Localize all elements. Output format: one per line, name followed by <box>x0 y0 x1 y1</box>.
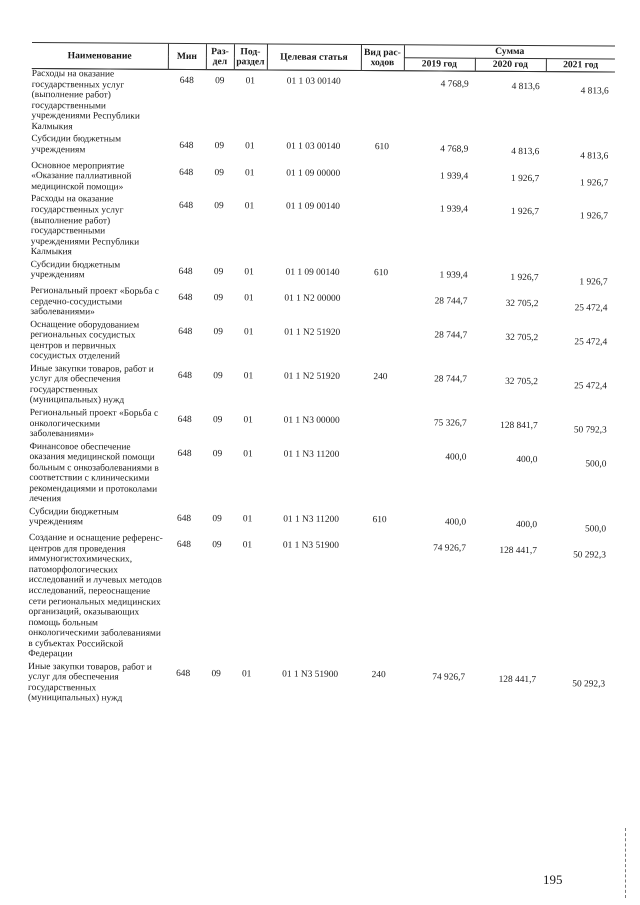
row-razdel: 09 <box>213 326 223 337</box>
row-min: 648 <box>177 414 192 425</box>
row-2021: 50 292,3 <box>572 679 606 690</box>
row-podrazdel: 01 <box>245 141 255 152</box>
row-2019: 1 939,4 <box>440 171 469 182</box>
row-2019: 28 744,7 <box>434 296 468 307</box>
row-2021: 25 472,4 <box>574 337 608 348</box>
row-razdel: 09 <box>211 668 221 679</box>
row-2020: 128 441,7 <box>499 546 537 557</box>
row-2021: 1 926,7 <box>580 178 609 189</box>
row-2019: 75 326,7 <box>433 418 467 429</box>
row-name: Основное мероприятие «Оказание паллиативной медицинской помощи» <box>31 160 132 193</box>
row-target: 01 1 N3 51900 <box>282 540 339 552</box>
row-2019: 74 926,7 <box>432 672 466 683</box>
table-body <box>28 69 615 710</box>
row-podrazdel: 01 <box>245 76 255 87</box>
row-razdel: 09 <box>214 141 225 152</box>
row-podrazdel: 01 <box>244 293 254 304</box>
table-row <box>28 533 612 665</box>
header-razdel: Раз- дел <box>206 44 234 70</box>
row-2021: 25 472,4 <box>574 303 608 314</box>
row-podrazdel: 01 <box>243 415 253 426</box>
row-target: 01 1 N2 51920 <box>283 371 340 382</box>
budget-table <box>28 42 615 709</box>
row-target: 01 1 N3 11200 <box>283 514 339 525</box>
row-min: 648 <box>178 201 194 212</box>
row-2021: 1 926,7 <box>579 276 608 288</box>
header-target: Целевая статья <box>267 44 361 71</box>
row-min: 648 <box>178 293 193 304</box>
header-podrazdel: Под- раздел <box>234 44 267 70</box>
row-podrazdel: 01 <box>244 327 254 338</box>
row-razdel: 09 <box>212 448 223 459</box>
row-2019: 400,0 <box>444 517 467 528</box>
header-2021: 2021 год <box>546 59 615 72</box>
row-2019: 28 744,7 <box>434 330 468 341</box>
scan-edge-mark <box>625 828 627 898</box>
table-row <box>31 134 614 164</box>
table-row <box>30 408 613 445</box>
row-vid: 240 <box>371 669 386 680</box>
row-2020: 4 813,6 <box>511 147 540 158</box>
table-row <box>31 69 614 138</box>
row-name: Расходы на оказание государственных услуг (выполнение работ) государственными учреждениями Республики Калмыкия <box>31 69 140 133</box>
row-2020: 400,0 <box>516 454 538 465</box>
row-vid <box>360 196 403 261</box>
row-vid: 610 <box>374 267 389 278</box>
header-name: Наименование <box>32 42 168 69</box>
row-vid <box>360 71 403 137</box>
row-2019: 1 939,4 <box>439 270 468 281</box>
row-2020: 128 841,7 <box>500 420 538 432</box>
header-summa: Сумма <box>404 45 615 59</box>
row-target: 01 1 N2 51920 <box>284 327 341 338</box>
row-target: 01 1 09 00140 <box>285 267 340 278</box>
table-row <box>30 286 613 323</box>
row-target: 01 1 09 00000 <box>286 168 341 179</box>
row-2020: 1 926,7 <box>511 173 540 184</box>
row-2021: 500,0 <box>585 458 607 470</box>
row-target: 01 1 N3 11200 <box>283 449 340 460</box>
table-row <box>31 260 614 290</box>
row-min: 648 <box>178 266 193 277</box>
row-vid <box>358 444 401 509</box>
row-podrazdel: 01 <box>242 540 253 551</box>
row-name: Создание и оснащение референс-центров для проведения иммуногистохимических, патоморфологических исследований и лучевых методов исследований, переоснащение сети региональных медицинских организаций, оказывающих помощь больным онкологическими заболеваниями в субъектах Российской Федерации <box>28 533 163 660</box>
row-vid: 610 <box>374 142 389 153</box>
row-2019: 4 768,9 <box>440 144 469 155</box>
row-target: 01 1 N3 51900 <box>282 669 339 680</box>
row-vid <box>359 322 402 366</box>
row-target: 01 1 N2 00000 <box>284 293 341 305</box>
row-name: Финансовое обеспечение оказания медицинской помощи больным с онкозаболеваниями в соответствии с клиническими рекомендациями и протоколами лечения <box>29 441 159 505</box>
row-razdel: 09 <box>212 513 222 524</box>
row-podrazdel: 01 <box>241 668 252 680</box>
row-2020: 1 926,7 <box>510 272 539 283</box>
table-row <box>30 364 613 412</box>
row-name: Оснащение оборудованием региональных сосудистых центров и первичных сосудистых отделений <box>30 319 140 362</box>
row-target: 01 1 N3 00000 <box>283 415 340 426</box>
row-name: Региональный проект «Борьба с сердечно-сосудистыми заболеваниями» <box>30 286 159 318</box>
table-row <box>30 320 613 368</box>
header-vid: Вид рас- ходов <box>361 45 404 71</box>
row-vid <box>359 410 402 444</box>
row-vid <box>357 535 401 664</box>
header-2019: 2019 год <box>404 58 475 71</box>
row-min: 648 <box>179 76 194 87</box>
row-2019: 400,0 <box>445 452 467 463</box>
header-2020: 2020 год <box>475 58 546 71</box>
row-name: Иные закупки товаров, работ и услуг для обеспечения государственных (муниципальных) нужд <box>29 363 154 407</box>
row-podrazdel: 01 <box>243 371 254 382</box>
table-row <box>31 161 614 198</box>
row-2021: 25 472,4 <box>574 381 607 392</box>
row-razdel: 09 <box>215 76 225 87</box>
row-2020: 128 441,7 <box>498 674 537 685</box>
row-min: 648 <box>176 668 191 679</box>
row-2020: 32 705,2 <box>505 299 539 310</box>
row-2021: 50 292,3 <box>573 550 606 561</box>
row-podrazdel: 01 <box>244 201 255 212</box>
row-podrazdel: 01 <box>243 448 253 459</box>
row-razdel: 09 <box>213 266 224 277</box>
row-2021: 4 813,6 <box>580 151 609 162</box>
table-row <box>28 662 611 710</box>
row-name: Субсидии бюджетным учреждениям <box>31 134 122 156</box>
row-min: 648 <box>178 326 193 337</box>
row-min: 648 <box>179 141 194 152</box>
row-target: 01 1 03 00140 <box>286 76 341 88</box>
row-razdel: 09 <box>214 201 224 212</box>
row-razdel: 09 <box>212 540 222 551</box>
row-2021: 500,0 <box>584 524 607 535</box>
header-min: Мин <box>168 43 206 69</box>
row-min: 648 <box>177 513 192 524</box>
table-row <box>29 442 612 511</box>
row-vid <box>359 288 402 322</box>
row-podrazdel: 01 <box>244 168 255 179</box>
row-name: Субсидии бюджетным учреждениям <box>30 259 121 281</box>
row-vid <box>360 163 403 197</box>
row-2020: 4 813,6 <box>511 82 540 93</box>
row-min: 648 <box>179 167 194 178</box>
row-podrazdel: 01 <box>244 266 254 277</box>
row-razdel: 09 <box>212 415 223 426</box>
row-2019: 74 926,7 <box>433 543 466 554</box>
table-header <box>32 42 615 72</box>
page-number: 195 <box>543 872 563 887</box>
row-target: 01 1 09 00140 <box>286 201 340 213</box>
table-row <box>29 507 612 537</box>
row-2020: 400,0 <box>515 519 538 530</box>
row-min: 648 <box>177 448 192 459</box>
row-razdel: 09 <box>213 293 224 304</box>
row-razdel: 09 <box>214 167 224 179</box>
row-min: 648 <box>177 370 193 381</box>
row-2020: 1 926,7 <box>510 207 539 218</box>
row-2019: 1 939,4 <box>439 204 469 216</box>
row-2019: 28 744,7 <box>434 374 467 385</box>
row-podrazdel: 01 <box>242 514 253 525</box>
row-name: Субсидии бюджетным учреждениям <box>29 506 119 528</box>
row-target: 01 1 03 00140 <box>286 141 341 153</box>
row-vid: 240 <box>373 371 388 383</box>
row-min: 648 <box>176 540 191 551</box>
row-2021: 4 813,6 <box>580 86 609 97</box>
row-2020: 32 705,2 <box>505 376 538 387</box>
row-2020: 32 705,2 <box>505 332 539 343</box>
table-row <box>31 194 614 263</box>
row-2021: 1 926,7 <box>579 211 609 222</box>
row-razdel: 09 <box>213 370 223 382</box>
row-name: Региональный проект «Борьба с онкологическими заболеваниями» <box>29 407 159 440</box>
row-name: Расходы на оказание государственных услуг (выполнение работ) государственными учреждениями Республики Калмыкия <box>30 194 140 258</box>
row-2021: 50 792,3 <box>573 425 607 436</box>
row-2019: 4 768,9 <box>440 79 469 90</box>
row-name: Иные закупки товаров, работ и услуг для обеспечения государственных (муниципальных) нужд <box>27 661 152 704</box>
row-vid: 610 <box>372 514 387 525</box>
